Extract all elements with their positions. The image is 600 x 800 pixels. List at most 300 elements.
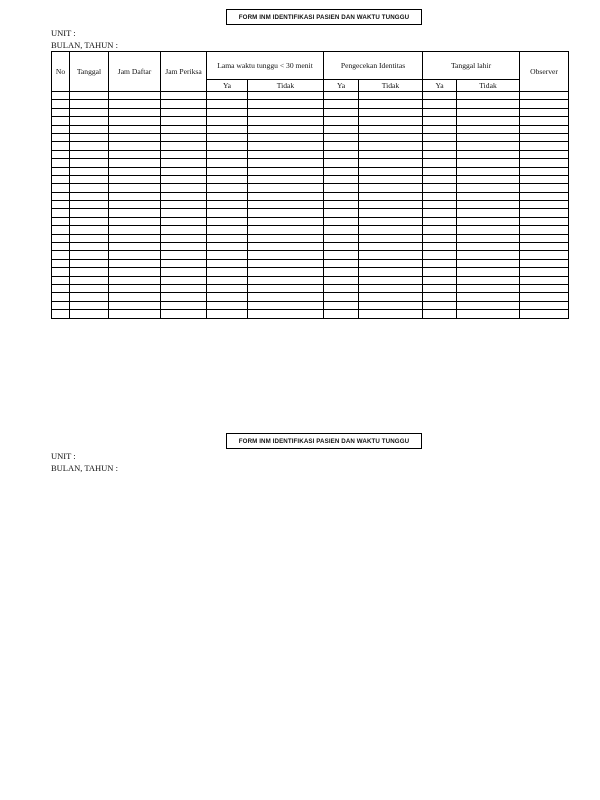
table-cell[interactable] [161,284,207,292]
table-cell[interactable] [457,234,520,242]
table-cell[interactable] [207,276,248,284]
table-cell[interactable] [457,201,520,209]
table-cell[interactable] [324,284,359,292]
table-cell[interactable] [324,259,359,267]
table-cell[interactable] [70,150,109,158]
table-cell[interactable] [359,108,423,116]
table-cell[interactable] [70,142,109,150]
table-cell[interactable] [52,108,70,116]
table-cell[interactable] [359,133,423,141]
table-cell[interactable] [109,92,161,100]
table-cell[interactable] [457,142,520,150]
table-cell[interactable] [359,217,423,225]
table-cell[interactable] [248,276,324,284]
table-cell[interactable] [248,92,324,100]
table-cell[interactable] [52,234,70,242]
table-cell[interactable] [161,175,207,183]
table-cell[interactable] [161,117,207,125]
table-cell[interactable] [52,175,70,183]
table-cell[interactable] [457,301,520,309]
table-cell[interactable] [70,125,109,133]
table-cell[interactable] [109,192,161,200]
table-cell[interactable] [520,276,569,284]
table-cell[interactable] [423,192,457,200]
table-cell[interactable] [423,293,457,301]
table-cell[interactable] [207,293,248,301]
table-cell[interactable] [161,201,207,209]
table-cell[interactable] [423,175,457,183]
table-cell[interactable] [52,117,70,125]
table-cell[interactable] [70,175,109,183]
table-cell[interactable] [423,234,457,242]
table-cell[interactable] [520,243,569,251]
table-cell[interactable] [457,150,520,158]
table-cell[interactable] [52,301,70,309]
table-cell[interactable] [324,192,359,200]
table-cell[interactable] [52,184,70,192]
table-cell[interactable] [161,301,207,309]
table-cell[interactable] [520,268,569,276]
table-cell[interactable] [109,310,161,318]
table-cell[interactable] [359,167,423,175]
table-cell[interactable] [324,276,359,284]
table-cell[interactable] [207,251,248,259]
table-cell[interactable] [109,234,161,242]
table-cell[interactable] [423,150,457,158]
table-row [52,108,569,116]
table-cell[interactable] [324,159,359,167]
table-cell[interactable] [207,301,248,309]
table-cell[interactable] [457,125,520,133]
table-cell[interactable] [520,259,569,267]
table-cell[interactable] [248,209,324,217]
table-cell[interactable] [207,268,248,276]
table-cell[interactable] [248,284,324,292]
table-cell[interactable] [52,243,70,251]
table-cell[interactable] [324,243,359,251]
table-cell[interactable] [457,209,520,217]
table-cell[interactable] [359,184,423,192]
table-cell[interactable] [207,108,248,116]
table-cell[interactable] [423,92,457,100]
table-cell[interactable] [423,268,457,276]
table-cell[interactable] [207,175,248,183]
table-cell[interactable] [457,192,520,200]
table-cell[interactable] [248,117,324,125]
table-cell[interactable] [457,284,520,292]
table-cell[interactable] [324,201,359,209]
table-cell[interactable] [520,100,569,108]
table-cell[interactable] [324,234,359,242]
table-cell[interactable] [520,117,569,125]
table-cell[interactable] [207,150,248,158]
table-cell[interactable] [359,259,423,267]
table-cell[interactable] [423,284,457,292]
table-cell[interactable] [109,100,161,108]
table-cell[interactable] [324,209,359,217]
table-cell[interactable] [423,125,457,133]
table-cell[interactable] [423,142,457,150]
table-cell[interactable] [109,167,161,175]
table-cell[interactable] [248,259,324,267]
table-cell[interactable] [520,92,569,100]
table-cell[interactable] [423,201,457,209]
table-cell[interactable] [359,142,423,150]
table-cell[interactable] [324,167,359,175]
table-cell[interactable] [457,310,520,318]
table-cell[interactable] [70,159,109,167]
table-cell[interactable] [52,142,70,150]
table-cell[interactable] [70,117,109,125]
table-cell[interactable] [457,217,520,225]
table-cell[interactable] [359,226,423,234]
table-cell[interactable] [520,234,569,242]
table-cell[interactable] [70,108,109,116]
table-cell[interactable] [248,108,324,116]
table-cell[interactable] [423,108,457,116]
table-cell[interactable] [109,301,161,309]
table-cell[interactable] [70,201,109,209]
table-cell[interactable] [248,159,324,167]
table-cell[interactable] [109,293,161,301]
table-cell[interactable] [109,268,161,276]
table-cell[interactable] [457,226,520,234]
table-cell[interactable] [324,108,359,116]
table-cell[interactable] [109,108,161,116]
table-cell[interactable] [70,167,109,175]
table-cell[interactable] [207,284,248,292]
table-cell[interactable] [161,276,207,284]
table-cell[interactable] [520,226,569,234]
table-cell[interactable] [52,310,70,318]
table-cell[interactable] [207,133,248,141]
table-cell[interactable] [324,125,359,133]
table-cell[interactable] [248,142,324,150]
table-cell[interactable] [520,251,569,259]
table-cell[interactable] [70,184,109,192]
table-cell[interactable] [359,209,423,217]
table-cell[interactable] [248,125,324,133]
table-cell[interactable] [109,150,161,158]
table-cell[interactable] [423,133,457,141]
table-cell[interactable] [423,243,457,251]
table-cell[interactable] [161,108,207,116]
table-cell[interactable] [423,226,457,234]
table-row [52,276,569,284]
table-cell[interactable] [248,201,324,209]
table-cell[interactable] [457,92,520,100]
table-cell[interactable] [324,251,359,259]
table-cell[interactable] [70,217,109,225]
table-cell[interactable] [52,159,70,167]
table-cell[interactable] [324,142,359,150]
table-cell[interactable] [109,243,161,251]
table-cell[interactable] [423,276,457,284]
table-cell[interactable] [70,284,109,292]
table-cell[interactable] [161,133,207,141]
table-cell[interactable] [359,293,423,301]
table-cell[interactable] [457,133,520,141]
table-cell[interactable] [457,159,520,167]
table-cell[interactable] [248,192,324,200]
table-cell[interactable] [457,108,520,116]
table-cell[interactable] [109,209,161,217]
table-cell[interactable] [52,133,70,141]
table-cell[interactable] [359,251,423,259]
table-cell[interactable] [207,159,248,167]
table-cell[interactable] [70,92,109,100]
table-cell[interactable] [423,301,457,309]
table-cell[interactable] [324,226,359,234]
table-cell[interactable] [161,310,207,318]
table-cell[interactable] [359,268,423,276]
table-cell[interactable] [248,243,324,251]
table-cell[interactable] [161,142,207,150]
table-cell[interactable] [70,310,109,318]
table-cell[interactable] [161,92,207,100]
table-cell[interactable] [359,159,423,167]
table-cell[interactable] [52,226,70,234]
table-cell[interactable] [70,243,109,251]
table-cell[interactable] [52,276,70,284]
table-cell[interactable] [359,117,423,125]
table-cell[interactable] [248,310,324,318]
table-cell[interactable] [207,167,248,175]
table-cell[interactable] [109,217,161,225]
table-cell[interactable] [70,293,109,301]
table-cell[interactable] [520,217,569,225]
table-cell[interactable] [109,175,161,183]
table-cell[interactable] [359,310,423,318]
table-cell[interactable] [207,243,248,251]
table-cell[interactable] [109,125,161,133]
table-cell[interactable] [52,217,70,225]
table-cell[interactable] [161,209,207,217]
table-cell[interactable] [520,184,569,192]
table-cell[interactable] [248,226,324,234]
table-cell[interactable] [52,284,70,292]
table-cell[interactable] [52,192,70,200]
table-cell[interactable] [248,133,324,141]
table-cell[interactable] [109,184,161,192]
table-cell[interactable] [457,259,520,267]
table-cell[interactable] [359,100,423,108]
table-cell[interactable] [52,125,70,133]
table-cell[interactable] [109,259,161,267]
table-cell[interactable] [248,175,324,183]
table-cell[interactable] [161,251,207,259]
table-cell[interactable] [161,234,207,242]
col-header-birth-date: Tanggal lahir [423,52,520,80]
table-cell[interactable] [520,201,569,209]
table-cell[interactable] [520,150,569,158]
table-cell[interactable] [70,251,109,259]
table-cell[interactable] [359,276,423,284]
table-cell[interactable] [324,268,359,276]
table-cell[interactable] [520,167,569,175]
table-cell[interactable] [457,117,520,125]
table-cell[interactable] [207,125,248,133]
table-cell[interactable] [161,150,207,158]
table-cell[interactable] [207,234,248,242]
table-cell[interactable] [359,192,423,200]
table-cell[interactable] [248,301,324,309]
table-cell[interactable] [109,226,161,234]
table-cell[interactable] [423,167,457,175]
table-cell[interactable] [52,293,70,301]
table-cell[interactable] [359,125,423,133]
table-cell[interactable] [457,268,520,276]
table-cell[interactable] [109,251,161,259]
table-cell[interactable] [161,217,207,225]
table-cell[interactable] [207,259,248,267]
table-cell[interactable] [520,209,569,217]
table-cell[interactable] [324,184,359,192]
table-cell[interactable] [457,167,520,175]
table-cell[interactable] [359,150,423,158]
table-cell[interactable] [161,226,207,234]
table-cell[interactable] [520,108,569,116]
table-cell[interactable] [324,301,359,309]
table-cell[interactable] [161,125,207,133]
table-cell[interactable] [359,92,423,100]
table-cell[interactable] [324,175,359,183]
table-cell[interactable] [52,268,70,276]
table-cell[interactable] [324,310,359,318]
table-cell[interactable] [423,209,457,217]
table-cell[interactable] [207,310,248,318]
table-cell[interactable] [52,209,70,217]
table-cell[interactable] [324,100,359,108]
table-cell[interactable] [457,175,520,183]
table-cell[interactable] [52,251,70,259]
table-cell[interactable] [207,192,248,200]
table-cell[interactable] [161,192,207,200]
table-cell[interactable] [109,159,161,167]
table-cell[interactable] [457,293,520,301]
table-cell[interactable] [520,175,569,183]
table-cell[interactable] [359,201,423,209]
table-cell[interactable] [70,276,109,284]
table-cell[interactable] [520,284,569,292]
table-cell[interactable] [207,117,248,125]
table-cell[interactable] [359,301,423,309]
table-cell[interactable] [324,293,359,301]
table-cell[interactable] [70,301,109,309]
table-cell[interactable] [359,284,423,292]
table-cell[interactable] [70,234,109,242]
table-cell[interactable] [161,100,207,108]
table-cell[interactable] [324,117,359,125]
table-cell[interactable] [70,259,109,267]
table-cell[interactable] [359,234,423,242]
table-cell[interactable] [520,133,569,141]
table-cell[interactable] [457,100,520,108]
table-cell[interactable] [520,293,569,301]
table-cell[interactable] [423,259,457,267]
table-cell[interactable] [207,209,248,217]
table-cell[interactable] [70,268,109,276]
table-cell[interactable] [248,100,324,108]
table-cell[interactable] [520,301,569,309]
table-cell[interactable] [70,226,109,234]
table-cell[interactable] [161,243,207,251]
table-cell[interactable] [423,159,457,167]
table-cell[interactable] [161,293,207,301]
table-cell[interactable] [520,310,569,318]
table-cell[interactable] [109,133,161,141]
table-cell[interactable] [52,100,70,108]
table-cell[interactable] [161,268,207,276]
table-cell[interactable] [52,259,70,267]
table-cell[interactable] [457,251,520,259]
table-cell[interactable] [207,226,248,234]
table-cell[interactable] [423,251,457,259]
table-cell[interactable] [207,142,248,150]
table-cell[interactable] [457,184,520,192]
table-cell[interactable] [70,192,109,200]
table-cell[interactable] [70,100,109,108]
table-cell[interactable] [520,142,569,150]
table-cell[interactable] [423,100,457,108]
table-cell[interactable] [52,92,70,100]
table-cell[interactable] [207,201,248,209]
table-cell[interactable] [161,159,207,167]
table-cell[interactable] [207,184,248,192]
table-cell[interactable] [248,234,324,242]
table-cell[interactable] [248,251,324,259]
table-cell[interactable] [423,184,457,192]
table-cell[interactable] [324,217,359,225]
table-cell[interactable] [248,184,324,192]
table-cell[interactable] [70,133,109,141]
table-cell[interactable] [457,243,520,251]
table-cell[interactable] [248,293,324,301]
table-cell[interactable] [248,217,324,225]
table-cell[interactable] [70,209,109,217]
table-cell[interactable] [520,192,569,200]
table-cell[interactable] [109,284,161,292]
table-cell[interactable] [161,259,207,267]
table-cell[interactable] [520,159,569,167]
table-cell[interactable] [109,201,161,209]
table-cell[interactable] [52,201,70,209]
table-cell[interactable] [207,100,248,108]
table-cell[interactable] [423,217,457,225]
table-cell[interactable] [248,150,324,158]
table-cell[interactable] [520,125,569,133]
table-cell[interactable] [109,142,161,150]
table-cell[interactable] [52,150,70,158]
table-cell[interactable] [161,167,207,175]
table-cell[interactable] [324,92,359,100]
table-cell[interactable] [423,310,457,318]
table-cell[interactable] [324,150,359,158]
table-cell[interactable] [207,217,248,225]
table-cell[interactable] [423,117,457,125]
table-cell[interactable] [457,276,520,284]
table-cell[interactable] [52,167,70,175]
table-cell[interactable] [248,167,324,175]
table-cell[interactable] [207,92,248,100]
table-cell[interactable] [359,243,423,251]
table-cell[interactable] [248,268,324,276]
table-cell[interactable] [324,133,359,141]
table-cell[interactable] [109,276,161,284]
table-cell[interactable] [109,117,161,125]
table-cell[interactable] [359,175,423,183]
table-cell[interactable] [161,184,207,192]
